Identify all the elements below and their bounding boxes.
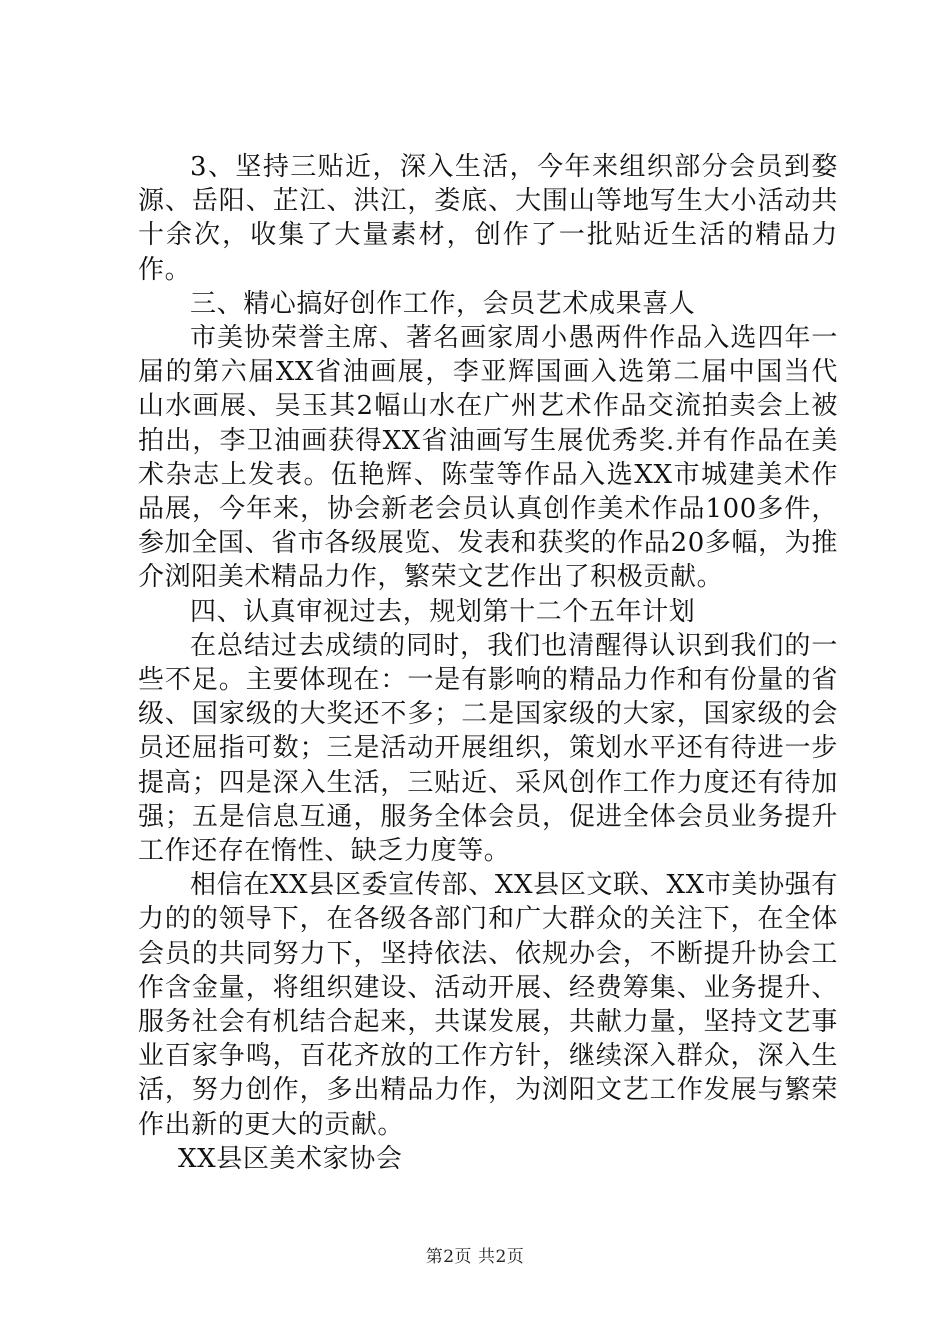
- section-heading-3: 三、精心搞好创作工作，会员艺术成果喜人: [190, 288, 696, 319]
- section-heading-4: 四、认真审视过去，规划第十二个五年计划: [190, 596, 696, 627]
- paragraph-conclusion: 相信在XX县区委宣传部、XX县区文联、XX市美协强有力的的领导下，在各级各部门和广大群众的关注下，在全体会员的共同努力下，坚持依法、依规办会，不断提升协会工作含金量，将组织建设、活动开展、经费筹集、业务提升、服务社会有机结合起来，共谋发展，共献力量，坚持文艺事业百家争鸣，百花齐放的工作方针，继续深入群众，深入生活，努力创作，多出精品力作，为浏阳文艺工作发展与繁荣作出新的更大的贡献。: [138, 870, 838, 1140]
- paragraph-achievements: 市美协荣誉主席、著名画家周小愚两件作品入选四年一届的第六届XX省油画展，李亚辉国画入选第二届中国当代山水画展、吴玉其2幅山水在广州艺术作品交流拍卖会上被拍出，李卫油画获得XX省油画写生展优秀奖.并有作品在美术杂志上发表。伍艳辉、陈莹等作品入选XX市城建美术作品展，今年来，协会新老会员认真创作美术作品100多件，参加全国、省市各级展览、发表和获奖的作品20多幅，为推介浏阳美术精品力作，繁荣文艺作出了积极贡献。: [138, 323, 838, 593]
- document-body: [138, 150, 838, 1176]
- paragraph-shortcomings: 在总结过去成绩的同时，我们也清醒得认识到我们的一些不足。主要体现在：一是有影响的精品力作和有份量的省级、国家级的大奖还不多；二是国家级的大家，国家级的会员还屈指可数；三是活动开展组织，策划水平还有待进一步提高；四是深入生活，三贴近、采风创作工作力度还有待加强；五是信息互通，服务全体会员，促进全体会员业务提升工作还存在惰性、缺乏力度等。: [138, 630, 838, 867]
- page-number-footer: 第2页 共2页: [425, 1247, 525, 1267]
- paragraph-item-1: 3、坚持三贴近，深入生活，今年来组织部分会员到婺源、岳阳、芷江、洪江，娄底、大围山等地写生大小活动共十余次，收集了大量素材，创作了一批贴近生活的精品力作。: [138, 152, 838, 285]
- signature: XX县区美术家协会: [178, 1143, 403, 1174]
